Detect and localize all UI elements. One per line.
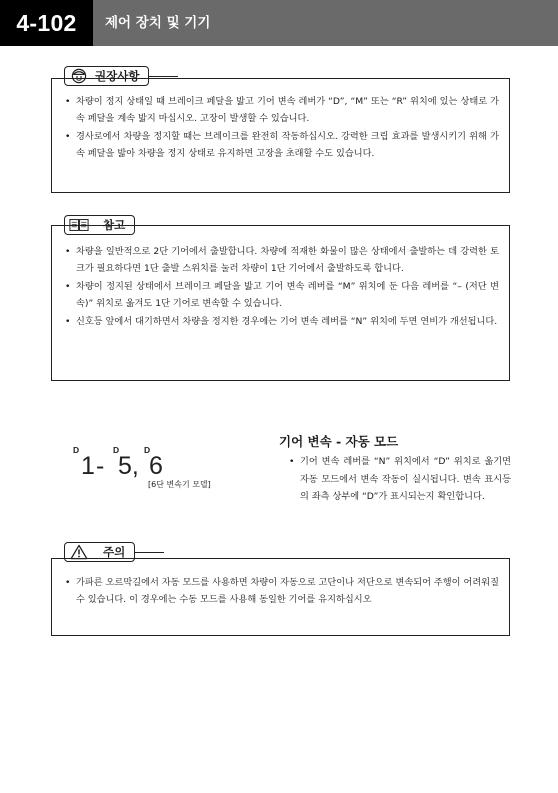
auto-mode-list bbox=[289, 453, 511, 506]
svg-text:D: D bbox=[73, 445, 80, 455]
svg-text:-: - bbox=[96, 452, 105, 478]
recommendation-title: 권장사항 bbox=[95, 69, 140, 83]
section-title: 제어 장치 및 기기 bbox=[93, 0, 558, 46]
caution-title: 주의 bbox=[103, 545, 126, 559]
recommendation-box bbox=[51, 78, 510, 193]
note-list bbox=[65, 243, 499, 330]
svg-text:6: 6 bbox=[149, 452, 163, 478]
list-item: • 신호등 앞에서 대기하면서 차량을 정지한 경우에는 기어 변속 레버를 “N” 위치에 두면 연비가 개선됩니다. bbox=[65, 313, 499, 330]
list-item: • 차량이 정지 상태일 때 브레이크 페달을 밟고 기어 변속 레버가 “D”, “M” 또는 “R” 위치에 있는 상태로 가속 페달을 계속 밟지 마십시오. 고장이 발생할 수 있습니다. bbox=[65, 93, 499, 128]
svg-text:D: D bbox=[144, 445, 151, 455]
page-header bbox=[0, 0, 558, 46]
display-caption: [6단 변속기 모델] bbox=[148, 480, 211, 489]
list-item: • 경사로에서 차량을 정지할 때는 브레이크를 완전히 작동하십시오. 강력한 크립 효과를 발생시키기 위해 가속 페달을 밟아 차량을 정지 상태로 유지하면 고장을 초래할 수도 있습니다. bbox=[65, 128, 499, 163]
caution-box bbox=[51, 558, 510, 636]
auto-mode-title: 기어 변속 - 자동 모드 bbox=[279, 434, 399, 449]
svg-text:5,: 5, bbox=[118, 452, 139, 478]
list-item: • 기어 변속 레버를 “N” 위치에서 “D” 위치로 옮기면 자동 모드에서 변속 작동이 실시됩니다. 변속 표시등의 좌측 상부에 “D”가 표시되는지 확인합니다. bbox=[289, 453, 511, 506]
svg-text:D: D bbox=[113, 445, 120, 455]
note-title: 참고 bbox=[103, 218, 126, 232]
list-item: • 차량을 일반적으로 2단 기어에서 출발합니다. 차량에 적재한 화물이 많은 상태에서 출발하는 데 강력한 토크가 필요하다면 1단 출발 스위치를 눌러 차량이 1단 기어에서 출발하도록 합니다. bbox=[65, 243, 499, 278]
list-item: • 가파른 오르막길에서 자동 모드를 사용하면 차량이 자동으로 고단이나 저단으로 변속되어 주행이 어려워질 수 있습니다. 이 경우에는 수동 모드를 사용해 동일한 기어를 유지하십시오 bbox=[65, 574, 499, 609]
svg-text:1: 1 bbox=[81, 452, 95, 478]
page-number: 4-102 bbox=[0, 0, 93, 46]
list-item: • 차량이 정지된 상태에서 브레이크 페달을 밟고 기어 변속 레버를 “M” 위치에 둔 다음 레버를 “– (저단 변속)” 위치로 옮겨도 1단 기어로 변속할 수 있습니다. bbox=[65, 278, 499, 313]
caution-list bbox=[65, 574, 499, 609]
note-box bbox=[51, 225, 510, 381]
gear-display-readout bbox=[68, 444, 268, 478]
recommendation-list bbox=[65, 93, 499, 163]
